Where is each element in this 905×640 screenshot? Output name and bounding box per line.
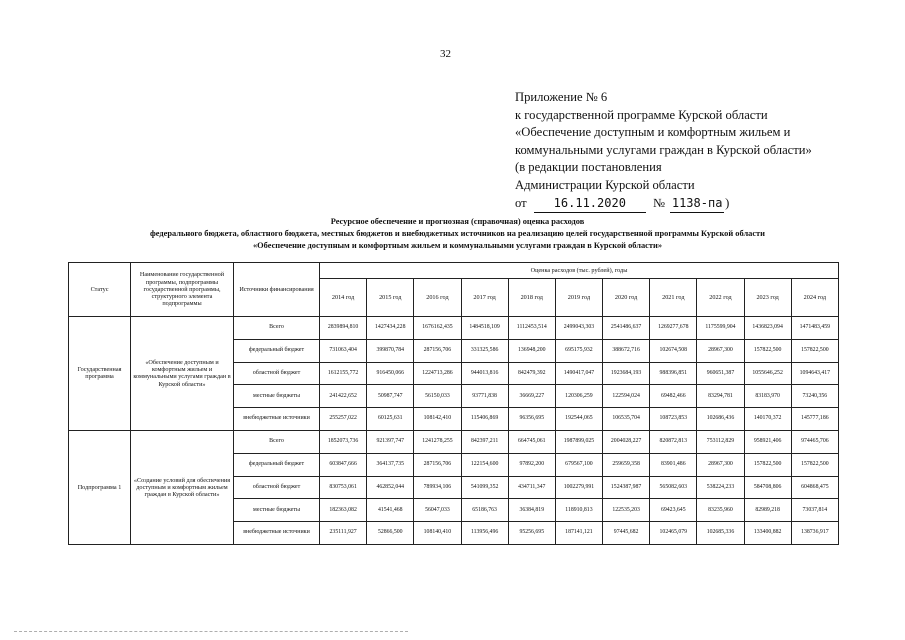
table-heading <box>60 216 855 253</box>
row-program-name: «Обеспечение доступным и комфортным жильем и коммунальными услугами граждан в Курской области» <box>131 317 234 431</box>
cell-value: 1676162,435 <box>414 317 461 340</box>
cell-value: 944013,816 <box>461 362 508 385</box>
cell-value: 122594,024 <box>603 385 650 408</box>
page-number: 32 <box>440 48 451 60</box>
cell-value: 95256,695 <box>508 522 555 545</box>
cell-value: 52866,500 <box>367 522 414 545</box>
cell-value: 41541,468 <box>367 499 414 522</box>
cell-value: 73037,814 <box>791 499 838 522</box>
cell-value: 113956,496 <box>461 522 508 545</box>
cell-value: 731063,404 <box>320 339 367 362</box>
cell-value: 120306,259 <box>555 385 602 408</box>
cell-value: 83901,486 <box>650 453 697 476</box>
cell-value: 187141,121 <box>555 522 602 545</box>
row-funding-source: областной бюджет <box>234 476 320 499</box>
cell-value: 664745,061 <box>508 430 555 453</box>
cell-value: 122154,600 <box>461 453 508 476</box>
header-year: 2017 год <box>461 279 508 317</box>
cell-value: 565082,603 <box>650 476 697 499</box>
row-funding-source: местные бюджеты <box>234 499 320 522</box>
row-funding-source: федеральный бюджет <box>234 339 320 362</box>
cell-value: 2541486,637 <box>603 317 650 340</box>
cell-value: 1269277,678 <box>650 317 697 340</box>
date-prefix: от <box>515 195 527 210</box>
cell-value: 28967,300 <box>697 339 744 362</box>
cell-value: 1055646,252 <box>744 362 791 385</box>
cell-value: 83235,960 <box>697 499 744 522</box>
row-funding-source: Всего <box>234 317 320 340</box>
appendix-line-4: коммунальными услугами граждан в Курской области» <box>515 142 812 157</box>
row-status: Подпрограмма 1 <box>69 430 131 544</box>
header-status: Статус <box>69 263 131 317</box>
cell-value: 102465,079 <box>650 522 697 545</box>
cell-value: 1175599,904 <box>697 317 744 340</box>
cell-value: 108140,410 <box>414 522 461 545</box>
header-year: 2022 год <box>697 279 744 317</box>
cell-value: 287156,706 <box>414 453 461 476</box>
row-funding-source: федеральный бюджет <box>234 453 320 476</box>
cell-value: 679567,100 <box>555 453 602 476</box>
cell-value: 56047,033 <box>414 499 461 522</box>
cell-value: 182363,082 <box>320 499 367 522</box>
cell-value: 842397,211 <box>461 430 508 453</box>
cell-value: 1490417,047 <box>555 362 602 385</box>
cell-value: 1471483,459 <box>791 317 838 340</box>
header-year: 2021 год <box>650 279 697 317</box>
header-source: Источники финансирования <box>234 263 320 317</box>
appendix-line-5: (в редакции постановления <box>515 160 662 175</box>
header-year: 2020 год <box>603 279 650 317</box>
cell-value: 157822,500 <box>791 339 838 362</box>
cell-value: 695175,932 <box>555 339 602 362</box>
header-year: 2024 год <box>791 279 838 317</box>
cell-value: 108142,410 <box>414 408 461 431</box>
heading-line-2: федерального бюджета, областного бюджета, местных бюджетов и внебюджетных источников на реализацию целей государственной программы Курской области <box>149 229 765 239</box>
cell-value: 138736,917 <box>791 522 838 545</box>
cell-value: 157822,500 <box>744 453 791 476</box>
resolution-number: 1138-па <box>670 195 724 214</box>
cell-value: 69423,645 <box>650 499 697 522</box>
cell-value: 604868,475 <box>791 476 838 499</box>
cell-value: 82989,218 <box>744 499 791 522</box>
cell-value: 541099,352 <box>461 476 508 499</box>
cell-value: 97445,682 <box>603 522 650 545</box>
heading-line-1: Ресурсное обеспечение и прогнозная (справочная) оценка расходов <box>330 217 585 226</box>
cell-value: 287156,706 <box>414 339 461 362</box>
cell-value: 235111,927 <box>320 522 367 545</box>
cell-value: 388672,716 <box>603 339 650 362</box>
cell-value: 96356,695 <box>508 408 555 431</box>
cell-value: 988396,851 <box>650 362 697 385</box>
cell-value: 1427434,228 <box>367 317 414 340</box>
cell-value: 157822,500 <box>744 339 791 362</box>
cell-value: 73240,356 <box>791 385 838 408</box>
appendix-line-2: к государственной программе Курской области <box>515 107 768 122</box>
row-funding-source: внебюджетные источники <box>234 408 320 431</box>
cell-value: 399870,784 <box>367 339 414 362</box>
cell-value: 1923684,193 <box>603 362 650 385</box>
cell-value: 36384,819 <box>508 499 555 522</box>
cell-value: 921397,747 <box>367 430 414 453</box>
cell-value: 1852073,736 <box>320 430 367 453</box>
cell-value: 842479,392 <box>508 362 555 385</box>
cell-value: 133400,882 <box>744 522 791 545</box>
cell-value: 83294,781 <box>697 385 744 408</box>
cell-value: 108723,853 <box>650 408 697 431</box>
closing-paren: ) <box>725 195 730 210</box>
cell-value: 364137,735 <box>367 453 414 476</box>
header-year: 2019 год <box>555 279 602 317</box>
header-estimate: Оценка расходов (тыс. рублей), годы <box>320 263 839 279</box>
cell-value: 83183,970 <box>744 385 791 408</box>
cell-value: 2004028,227 <box>603 430 650 453</box>
cell-value: 1002279,991 <box>555 476 602 499</box>
table-header-row <box>69 263 839 279</box>
cell-value: 1094643,417 <box>791 362 838 385</box>
number-prefix: № <box>652 195 665 210</box>
header-year: 2018 год <box>508 279 555 317</box>
row-funding-source: местные бюджеты <box>234 385 320 408</box>
cell-value: 118910,813 <box>555 499 602 522</box>
table-body <box>69 317 839 545</box>
cell-value: 102685,336 <box>697 522 744 545</box>
cell-value: 50987,747 <box>367 385 414 408</box>
header-name: Наименование государственной программы, подпрограммы государственной программы, структурного элемента подпрограммы <box>131 263 234 317</box>
table-row <box>69 317 839 340</box>
header-year: 2014 год <box>320 279 367 317</box>
cell-value: 830753,061 <box>320 476 367 499</box>
row-funding-source: внебюджетные источники <box>234 522 320 545</box>
cell-value: 241422,652 <box>320 385 367 408</box>
cell-value: 145777,186 <box>791 408 838 431</box>
cell-value: 102674,508 <box>650 339 697 362</box>
cell-value: 136948,200 <box>508 339 555 362</box>
cell-value: 584708,806 <box>744 476 791 499</box>
cell-value: 255257,022 <box>320 408 367 431</box>
cell-value: 960651,387 <box>697 362 744 385</box>
row-status: Государственная программа <box>69 317 131 431</box>
cell-value: 102686,436 <box>697 408 744 431</box>
cell-value: 2499043,303 <box>555 317 602 340</box>
cell-value: 115406,869 <box>461 408 508 431</box>
resolution-date: 16.11.2020 <box>534 195 646 214</box>
cell-value: 122535,203 <box>603 499 650 522</box>
row-funding-source: областной бюджет <box>234 362 320 385</box>
cell-value: 1987899,025 <box>555 430 602 453</box>
cell-value: 1241278,255 <box>414 430 461 453</box>
cell-value: 753112,829 <box>697 430 744 453</box>
cell-value: 36669,227 <box>508 385 555 408</box>
header-year: 2023 год <box>744 279 791 317</box>
cell-value: 1484518,109 <box>461 317 508 340</box>
cell-value: 1436823,094 <box>744 317 791 340</box>
cell-value: 538224,233 <box>697 476 744 499</box>
cell-value: 974465,706 <box>791 430 838 453</box>
cell-value: 192544,065 <box>555 408 602 431</box>
cell-value: 97892,200 <box>508 453 555 476</box>
resolution-signature-line <box>515 195 812 214</box>
cell-value: 56150,033 <box>414 385 461 408</box>
header-year: 2016 год <box>414 279 461 317</box>
appendix-title: Приложение № 6 <box>515 90 608 104</box>
heading-line-3: «Обеспечение доступным и комфортным жильем и коммунальными услугами граждан в Курской области» <box>252 241 663 251</box>
scan-edge-line <box>14 631 408 632</box>
budget-table <box>68 262 839 545</box>
appendix-line-6: Администрации Курской области <box>515 177 695 192</box>
cell-value: 1224713,286 <box>414 362 461 385</box>
header-year: 2015 год <box>367 279 414 317</box>
row-funding-source: Всего <box>234 430 320 453</box>
cell-value: 28967,300 <box>697 453 744 476</box>
cell-value: 1524387,987 <box>603 476 650 499</box>
cell-value: 157822,500 <box>791 453 838 476</box>
cell-value: 958921,406 <box>744 430 791 453</box>
cell-value: 93771,838 <box>461 385 508 408</box>
row-program-name: «Создание условий для обеспечения доступным и комфортным жильем граждан в Курской области» <box>131 430 234 544</box>
cell-value: 434711,347 <box>508 476 555 499</box>
cell-value: 65186,763 <box>461 499 508 522</box>
cell-value: 1612155,772 <box>320 362 367 385</box>
cell-value: 331325,586 <box>461 339 508 362</box>
cell-value: 820872,813 <box>650 430 697 453</box>
cell-value: 60125,631 <box>367 408 414 431</box>
cell-value: 603847,666 <box>320 453 367 476</box>
cell-value: 2839894,810 <box>320 317 367 340</box>
cell-value: 259659,358 <box>603 453 650 476</box>
cell-value: 916450,066 <box>367 362 414 385</box>
cell-value: 462852,044 <box>367 476 414 499</box>
cell-value: 106535,704 <box>603 408 650 431</box>
cell-value: 789934,106 <box>414 476 461 499</box>
appendix-line-3: «Обеспечение доступным и комфортным жильем и <box>515 125 791 140</box>
cell-value: 69482,466 <box>650 385 697 408</box>
table-row <box>69 430 839 453</box>
cell-value: 1112453,514 <box>508 317 555 340</box>
cell-value: 140170,372 <box>744 408 791 431</box>
appendix-header <box>515 89 812 213</box>
